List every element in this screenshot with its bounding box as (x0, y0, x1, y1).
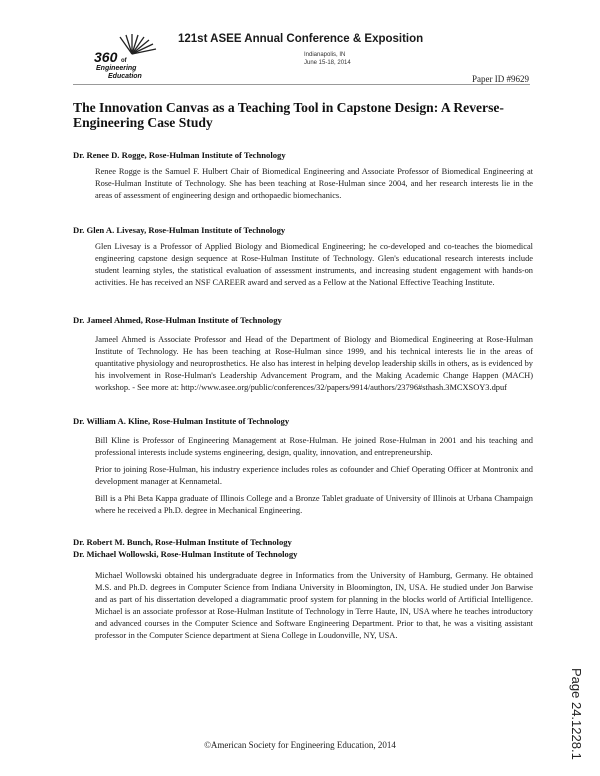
author-name: Dr. Glen A. Livesay, Rose-Hulman Institute of Technology (73, 225, 286, 235)
author-bio (95, 334, 533, 394)
bio-paragraph: Bill Kline is Professor of Engineering Management at Rose-Hulman. He joined Rose-Hulman in 2001 and his teaching and professional interests include systems engineering, design, quality, innovation, and entrepreneurship. (95, 436, 533, 458)
copyright-footer: ©American Society for Engineering Education, 2014 (204, 740, 396, 750)
svg-text:of: of (121, 58, 127, 64)
bio-paragraph: Glen Livesay is a Professor of Applied Biology and Biomedical Engineering; he co-developed and co-teaches the biomedical engineering capstone design sequence at Rose-Hulman Institute of Technology. Glen's educational research interests include student learning styles, the statistical evaluation of assessment instruments, and increasing student engagement with hands-on activities. He has received an NSF CAREER award and served as a Fellow at the National Effective Teaching Institute. (95, 242, 533, 288)
header-divider (73, 84, 530, 85)
bio-paragraph: Michael Wollowski obtained his undergraduate degree in Informatics from the University of Hamburg, Germany. He obtained M.S. and Ph.D. degrees in Computer Science from Indiana University in Bloomington, IN, USA. He studied under Jon Barwise and as part of his dissertation developed a diagrammatic proof system for planning in the blocks world of Artificial Intelligence. Michael is an associate professor at Rose-Hulman Institute of Technology in Terre Haute, IN, USA where he teaches introductory and advanced courses in the Computer Science and Software Engineering Department. Prior to that, he was a visiting assistant professor in the Computer Science department at Siena College in Loudonville, NY, USA. (95, 571, 533, 641)
author-bio (95, 570, 533, 642)
conference-logo (92, 30, 172, 80)
author-name: Dr. Michael Wollowski, Rose-Hulman Institute of Technology (73, 549, 298, 559)
author-name: Dr. Robert M. Bunch, Rose-Hulman Institute of Technology (73, 537, 292, 547)
author-name: Dr. William A. Kline, Rose-Hulman Institute of Technology (73, 416, 290, 426)
svg-text:360: 360 (94, 49, 118, 65)
conference-title: 121st ASEE Annual Conference & Exposition (178, 33, 424, 45)
svg-text:Education: Education (108, 73, 142, 80)
bio-paragraph: Bill is a Phi Beta Kappa graduate of Illinois College and a Bronze Tablet graduate of University of Illinois at Urbana Champaign where he received a Ph.D. degree in Mechanical Engineering. (95, 494, 533, 516)
svg-text:Engineering: Engineering (96, 65, 137, 72)
author-name: Dr. Renee D. Rogge, Rose-Hulman Institute of Technology (73, 150, 286, 160)
conference-dates: June 15-18, 2014 (304, 60, 351, 66)
paper-title: The Innovation Canvas as a Teaching Tool in Capstone Design: A Reverse-Engineering Case Study (73, 100, 504, 130)
conference-city: Indianapolis, IN (304, 52, 346, 58)
author-bio (95, 241, 533, 289)
bio-paragraph: Renee Rogge is the Samuel F. Hulbert Chair of Biomedical Engineering and Associate Professor of Biomedical Engineering at Rose-Hulman Institute of Technology. She has been teaching at Rose-Hulman since 2004, and her research interests lie in the areas of assessment of engineering design and orthopaedic biomechanics. (95, 167, 533, 201)
author-bio (95, 166, 533, 202)
page-number: Page 24.1228.1 (569, 668, 584, 760)
paper-id: Paper ID #9629 (472, 74, 529, 84)
author-name: Dr. Jameel Ahmed, Rose-Hulman Institute of Technology (73, 315, 282, 325)
author-bio (95, 435, 533, 517)
bio-paragraph: Jameel Ahmed is Associate Professor and Head of the Department of Biology and Biomedical Engineering at Rose-Hulman Institute of Technology. He has been teaching at Rose-Hulman since 1999, and his technical interests lie in the areas of quantitative physiology and neuroprosthetics. He also has interest in helping develop leadership skills in others, as is evidenced by his involvement in Rose-Hulman's Leadership Advancement Program, and the Making Academic Change Happen (MACH) workshop. - See more at: http://www.asee.org/public/conferences/32/papers/9914/authors/23796#sthash.3MCXSOY3.dpuf (95, 335, 533, 393)
bio-paragraph: Prior to joining Rose-Hulman, his industry experience includes roles as cofounder and Chief Operating Officer at Montronix and development manager at Kennametal. (95, 465, 533, 487)
